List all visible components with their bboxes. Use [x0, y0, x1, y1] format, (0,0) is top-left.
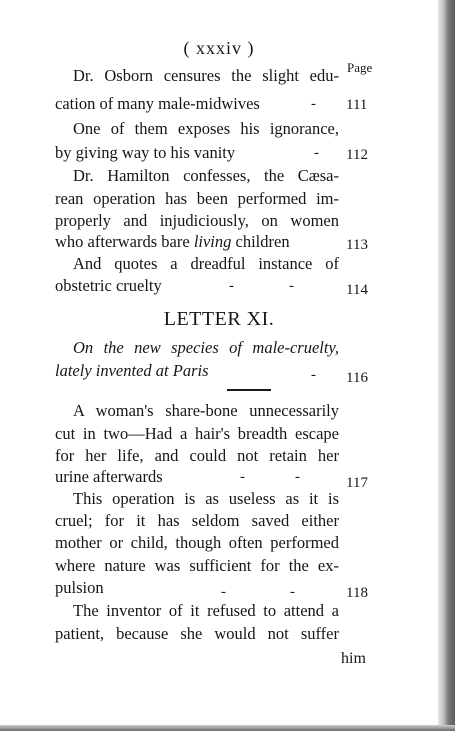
- entry-text-line: urine afterwards: [55, 467, 163, 486]
- page-reference: 118: [346, 585, 368, 601]
- leader-dash: -: [311, 96, 316, 112]
- leader-dash: -: [240, 469, 245, 485]
- letter-subtitle-line: On the new species of male-cruelty,: [73, 338, 339, 357]
- entry-text-line: pulsion: [55, 578, 104, 597]
- page-bottom-shadow: [0, 725, 455, 731]
- page-reference: 112: [346, 147, 368, 163]
- entry-text-line: And quotes a dreadful instance of: [73, 254, 339, 273]
- page-column-label: Page: [347, 60, 373, 75]
- entry-text-line: cation of many male-midwives: [55, 94, 260, 113]
- entry-text-line: This operation is as useless as it is: [73, 489, 339, 508]
- entry-text-line: for her life, and could not retain her: [55, 446, 339, 465]
- entry-text-line: A woman's share-bone unnecessarily: [73, 401, 339, 420]
- entry-text-line: rean operation has been performed im-: [55, 189, 339, 208]
- entry-text-line: properly and injudiciously, on women: [55, 211, 339, 230]
- entry-text-line: Dr. Hamilton confesses, the Cæsa-: [73, 166, 339, 185]
- catchword: him: [341, 650, 366, 667]
- leader-dash: -: [311, 367, 316, 383]
- leader-dash: -: [289, 278, 294, 294]
- entry-text-line: cut in two—Had a hair's breadth escape: [55, 424, 339, 443]
- leader-dash: -: [295, 469, 300, 485]
- entry-text-line: The inventor of it refused to attend a: [73, 601, 339, 620]
- page-number-header: ( xxxiv ): [183, 38, 255, 58]
- entry-text-line: where nature was sufficient for the ex-: [55, 556, 339, 575]
- letter-heading: LETTER XI.: [163, 308, 275, 330]
- entry-text-italic: living: [193, 232, 232, 251]
- entry-text-line: obstetric cruelty: [55, 276, 162, 295]
- entry-text-line: patient, because she would not suffer: [55, 624, 339, 643]
- entry-text-segment: children: [231, 232, 290, 251]
- entry-text-line: mother or child, though often performed: [55, 533, 339, 552]
- page-reference: 111: [346, 97, 368, 113]
- section-rule: [227, 389, 271, 391]
- page-reference: 117: [346, 475, 368, 491]
- entry-text-segment: who afterwards bare: [55, 232, 194, 251]
- book-spine-shadow: [438, 0, 455, 731]
- leader-dash: -: [314, 145, 319, 161]
- entry-text-line: by giving way to his vanity: [55, 143, 236, 162]
- letter-subtitle-line: lately invented at Paris: [55, 361, 209, 380]
- entry-text-line: One of them exposes his ignorance,: [73, 119, 339, 138]
- leader-dash: -: [221, 584, 226, 600]
- entry-text-line: Dr. Osborn censures the slight edu-: [73, 66, 339, 85]
- page-reference: 113: [346, 237, 368, 253]
- leader-dash: -: [229, 278, 234, 294]
- entry-text-line: cruel; for it has seldom saved either: [55, 511, 339, 530]
- page-reference: 114: [346, 282, 368, 298]
- page-reference: 116: [346, 370, 368, 386]
- leader-dash: -: [290, 584, 295, 600]
- entry-text-line: [55, 232, 339, 252]
